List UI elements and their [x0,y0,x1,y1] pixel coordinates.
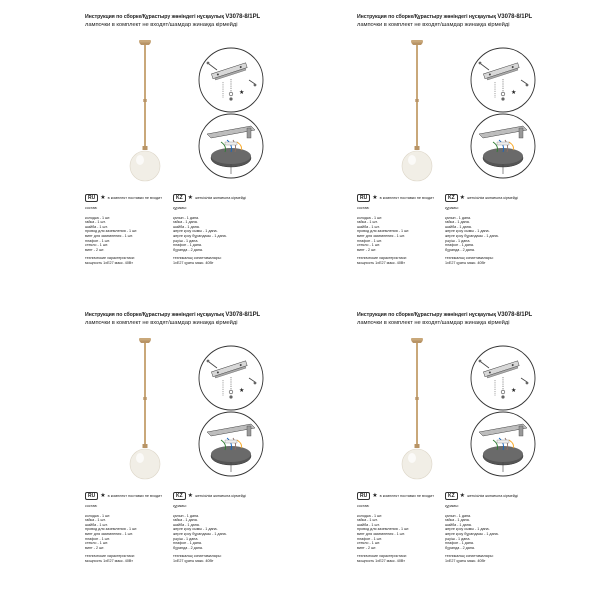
model-number: V3078-8/1PL [497,312,533,318]
bulbs-note: лампочки в комплект не входят/шамдар жинаққа кірмейді [357,320,510,326]
kz-tech-value: 1хЕ27 қуаты макс. 40Вт [173,260,214,265]
instruction-title [357,14,593,20]
kz-tech-value: 1хЕ27 қуаты макс. 40Вт [445,558,486,563]
star-icon: ★ [100,493,106,499]
title-text: Инструкция по сборке/Құрастыру жөніндегі нұсқаулық [357,14,496,20]
pendant-lamp-icon [397,336,437,496]
mounting-bracket-diagram [197,46,265,114]
list-item: шайба - 1 дана. [445,224,472,229]
model-number: V3078-8/1PL [497,14,533,20]
list-item: рәуіш - 1 дана. [445,238,471,243]
kz-parts-list [173,206,227,266]
wiring-diagram [469,112,537,180]
star-icon: ★ [459,195,466,201]
list-item: шайба - 1 шт. [357,522,380,527]
ru-not-included-note [85,492,162,500]
ru-list-heading: состав: [357,504,370,508]
list-item: винт для заземления - 1 шт. [85,233,133,238]
list-item: стекло - 1 шт. [85,541,109,546]
svg-text:★: ★ [239,387,245,394]
list-item: провод для заземления - 1 шт. [85,527,138,532]
ru-tech-value: мощность 1хE27 макс. 40Вт [85,558,133,563]
list-item: плафон - 1 шт. [357,536,382,541]
list-item: плафон - 1 дана. [173,243,202,248]
list-item: шайба - 1 шт. [85,522,108,527]
kz-parts-list [173,504,227,564]
star-icon: ★ [372,195,378,201]
ru-parts-list [357,206,409,266]
list-item: шайба - 1 шт. [85,224,108,229]
list-item: стекло - 1 шт. [85,243,109,248]
list-item: винт - 2 шт. [357,545,377,550]
ru-list-heading: состав: [85,206,98,210]
list-item: плафон - 1 шт. [85,238,110,243]
list-item: жерге қосу бұрандасы - 1 дана. [173,531,227,536]
list-item: жерге қосу сымы - 1 дана. [173,527,218,532]
ru-parts-list [85,206,137,266]
list-item: бұранда - 2 дана. [173,247,203,252]
list-item: гайка - 1 дана. [173,220,198,225]
instruction-title [85,14,321,20]
list-item: колодка - 1 шт. [85,513,111,518]
bulbs-note: лампочки в комплект не входят/шамдар жинаққа кірмейді [85,320,238,326]
list-item: қалып - 1 дана. [445,215,472,220]
svg-text:★: ★ [239,89,245,96]
ru-tech-heading: технические характеристики: [357,256,407,261]
kz-language-badge: KZ [445,194,458,202]
star-icon: ★ [187,195,194,201]
kz-not-included-note [173,492,246,500]
list-item: қалып - 1 дана. [445,513,472,518]
instruction-card [357,310,593,590]
star-icon: ★ [459,493,466,499]
list-item: бұранда - 2 дана. [445,247,475,252]
instruction-title [357,312,593,318]
kz-list-heading: құрамы: [173,206,187,210]
ru-language-badge: RU [85,492,98,500]
list-item: плафон - 1 шт. [85,536,110,541]
list-item: винт - 2 шт. [85,247,105,252]
model-number: V3078-8/1PL [225,312,261,318]
wiring-diagram [469,410,537,478]
list-item: жерге қосу бұрандасы - 1 дана. [173,233,227,238]
kz-tech-value: 1хЕ27 қуаты макс. 40Вт [173,558,214,563]
list-item: рәуіш - 1 дана. [173,238,199,243]
title-text: Инструкция по сборке/Құрастыру жөніндегі нұсқаулық [85,14,224,20]
kz-language-badge: KZ [445,492,458,500]
ru-not-included-note [357,194,434,202]
instruction-card [85,310,321,590]
ru-tech-heading: технические характеристики: [85,554,135,559]
ru-not-included-note [357,492,434,500]
kz-not-included-note [445,492,518,500]
list-item: провод для заземления - 1 шт. [85,229,138,234]
wiring-diagram [197,410,265,478]
list-item: винт для заземления - 1 шт. [85,531,133,536]
list-item: жерге қосу сымы - 1 дана. [445,229,490,234]
star-icon: ★ [187,493,194,499]
mounting-bracket-diagram [469,344,537,412]
list-item: шайба - 1 дана. [173,224,200,229]
list-item: винт - 2 шт. [85,545,105,550]
ru-parts-list [85,504,137,564]
ru-language-badge: RU [357,492,370,500]
list-item: колодка - 1 шт. [357,215,383,220]
mounting-bracket-diagram [469,46,537,114]
svg-text:★: ★ [511,89,517,96]
ru-list-heading: состав: [85,504,98,508]
pendant-lamp-icon [397,38,437,198]
list-item: стекло - 1 шт. [357,541,381,546]
ru-parts-list [357,504,409,564]
bulbs-note: лампочки в комплект не входят/шамдар жинаққа кірмейді [85,22,238,28]
kz-note-text: жеткізілім жинағына кірмейді [195,494,246,498]
list-item: шайба - 1 дана. [445,522,472,527]
star-icon: ★ [372,493,378,499]
instruction-title [85,312,321,318]
list-item: плафон - 1 дана. [445,541,474,546]
kz-note-text: жеткізілім жинағына кірмейді [195,196,246,200]
list-item: шайба - 1 шт. [357,224,380,229]
instruction-card [85,12,321,292]
ru-tech-heading: технические характеристики: [85,256,135,261]
kz-parts-list [445,504,499,564]
star-icon: ★ [100,195,106,201]
list-item: гайка - 1 шт. [85,220,106,225]
ru-language-badge: RU [85,194,98,202]
list-item: колодка - 1 шт. [85,215,111,220]
kz-list-heading: құрамы: [445,206,459,210]
list-item: гайка - 1 дана. [173,518,198,523]
list-item: гайка - 1 шт. [85,518,106,523]
kz-language-badge: KZ [173,194,186,202]
list-item: қалып - 1 дана. [173,513,200,518]
ru-list-heading: состав: [357,206,370,210]
list-item: плафон - 1 дана. [445,243,474,248]
ru-not-included-note [85,194,162,202]
list-item: гайка - 1 шт. [357,518,378,523]
kz-tech-heading: техникалық сипаттамалары: [445,256,494,261]
ru-tech-heading: технические характеристики: [357,554,407,559]
list-item: қалып - 1 дана. [173,215,200,220]
kz-note-text: жеткізілім жинағына кірмейді [467,196,518,200]
list-item: жерге қосу бұрандасы - 1 дана. [445,233,499,238]
pendant-lamp-icon [125,336,165,496]
list-item: винт для заземления - 1 шт. [357,531,405,536]
list-item: винт для заземления - 1 шт. [357,233,405,238]
list-item: провод для заземления - 1 шт. [357,229,410,234]
list-item: бұранда - 2 дана. [445,545,475,550]
title-text: Инструкция по сборке/Құрастыру жөніндегі нұсқаулық [357,312,496,318]
ru-tech-value: мощность 1хE27 макс. 40Вт [357,260,405,265]
kz-tech-value: 1хЕ27 қуаты макс. 40Вт [445,260,486,265]
svg-text:★: ★ [511,387,517,394]
list-item: плафон - 1 шт. [357,238,382,243]
kz-tech-heading: техникалық сипаттамалары: [445,554,494,559]
kz-not-included-note [173,194,246,202]
kz-tech-heading: техникалық сипаттамалары: [173,256,222,261]
kz-list-heading: құрамы: [445,504,459,508]
list-item: бұранда - 2 дана. [173,545,203,550]
list-item: стекло - 1 шт. [357,243,381,248]
list-item: винт - 2 шт. [357,247,377,252]
mounting-bracket-diagram [197,344,265,412]
list-item: жерге қосу сымы - 1 дана. [173,229,218,234]
list-item: жерге қосу бұрандасы - 1 дана. [445,531,499,536]
list-item: гайка - 1 дана. [445,220,470,225]
ru-note-text: в комплект поставки не входит [107,196,162,200]
list-item: колодка - 1 шт. [357,513,383,518]
pendant-lamp-icon [125,38,165,198]
kz-parts-list [445,206,499,266]
ru-note-text: в комплект поставки не входит [107,494,162,498]
kz-note-text: жеткізілім жинағына кірмейді [467,494,518,498]
list-item: рәуіш - 1 дана. [173,536,199,541]
kz-list-heading: құрамы: [173,504,187,508]
ru-tech-value: мощность 1хE27 макс. 40Вт [85,260,133,265]
ru-tech-value: мощность 1хE27 макс. 40Вт [357,558,405,563]
title-text: Инструкция по сборке/Құрастыру жөніндегі нұсқаулық [85,312,224,318]
list-item: гайка - 1 дана. [445,518,470,523]
ru-language-badge: RU [357,194,370,202]
list-item: гайка - 1 шт. [357,220,378,225]
list-item: рәуіш - 1 дана. [445,536,471,541]
ru-note-text: в комплект поставки не входит [379,494,434,498]
kz-tech-heading: техникалық сипаттамалары: [173,554,222,559]
list-item: плафон - 1 дана. [173,541,202,546]
ru-note-text: в комплект поставки не входит [379,196,434,200]
wiring-diagram [197,112,265,180]
list-item: жерге қосу сымы - 1 дана. [445,527,490,532]
list-item: шайба - 1 дана. [173,522,200,527]
bulbs-note: лампочки в комплект не входят/шамдар жинаққа кірмейді [357,22,510,28]
kz-not-included-note [445,194,518,202]
list-item: провод для заземления - 1 шт. [357,527,410,532]
instruction-card [357,12,593,292]
model-number: V3078-8/1PL [225,14,261,20]
kz-language-badge: KZ [173,492,186,500]
